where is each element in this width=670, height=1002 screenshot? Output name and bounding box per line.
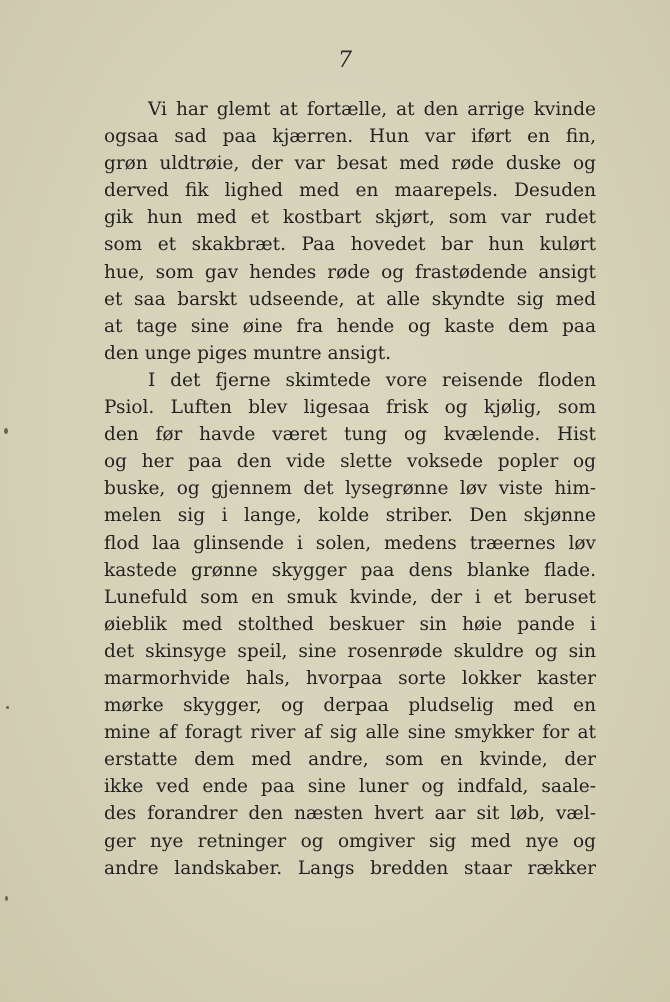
text-line: grøn uldtrøie, der var besat med røde duske og [104,153,596,175]
text-line: mørke skygger, og derpaa pludselig med en [104,695,596,717]
text-line: kastede grønne skygger paa dens blanke flade. [104,559,596,581]
text-line: øieblik med stolthed beskuer sin høie pande i [104,613,596,635]
text-line: og her paa den vide slette voksede popler og [104,451,596,473]
text-line: erstatte dem med andre, som en kvinde, der [104,749,596,771]
text-line: derved fik lighed med en maarepels. Desuden [104,180,596,202]
text-line: flod laa glinsende i solen, medens træernes løv [104,532,596,554]
text-line: det skinsyge speil, sine rosenrøde skuldre og sin [104,640,596,662]
text-line: den før havde været tung og kvælende. Hist [104,424,596,446]
text-line: buske, og gjennem det lysegrønne løv viste him- [104,478,596,500]
text-line: den unge piges muntre ansigt. [104,342,392,364]
text-line: ogsaa sad paa kjærren. Hun var iført en fin, [104,126,596,148]
text-line: Lunefuld som en smuk kvinde, der i et beruset [104,586,596,608]
text-line: hue, som gav hendes røde og frastødende ansigt [104,261,596,283]
text-line: gik hun med et kostbart skjørt, som var rudet [104,207,596,229]
paper-speck [6,706,9,709]
text-line: ger nye retninger og omgiver sig med nye og [104,830,596,852]
text-line: des forandrer den næsten hvert aar sit løb, væl- [104,803,596,825]
text-line: at tage sine øine fra hende og kaste dem paa [104,315,596,337]
text-line: et saa barskt udseende, at alle skyndte sig med [104,288,596,310]
text-line: marmorhvide hals, hvorpaa sorte lokker kaster [104,667,596,689]
paper-speck [4,428,8,434]
paper-speck [5,896,8,901]
text-line: I det fjerne skimtede vore reisende floden [148,369,596,391]
text-line: Psiol. Luften blev ligesaa frisk og kjølig, som [104,397,596,419]
text-line: mine af foragt river af sig alle sine smykker for at [104,722,596,744]
body-text [104,96,596,882]
text-line: som et skakbræt. Paa hovedet bar hun kulørt [104,234,596,256]
text-line: ikke ved ende paa sine luner og indfald, saale- [104,776,596,798]
text-line: melen sig i lange, kolde striber. Den skjønne [104,505,596,527]
text-line: Vi har glemt at fortælle, at den arrige kvinde [148,99,596,120]
text-line: andre landskaber. Langs bredden staar rækker [104,857,596,879]
page-number: 7 [338,48,352,73]
